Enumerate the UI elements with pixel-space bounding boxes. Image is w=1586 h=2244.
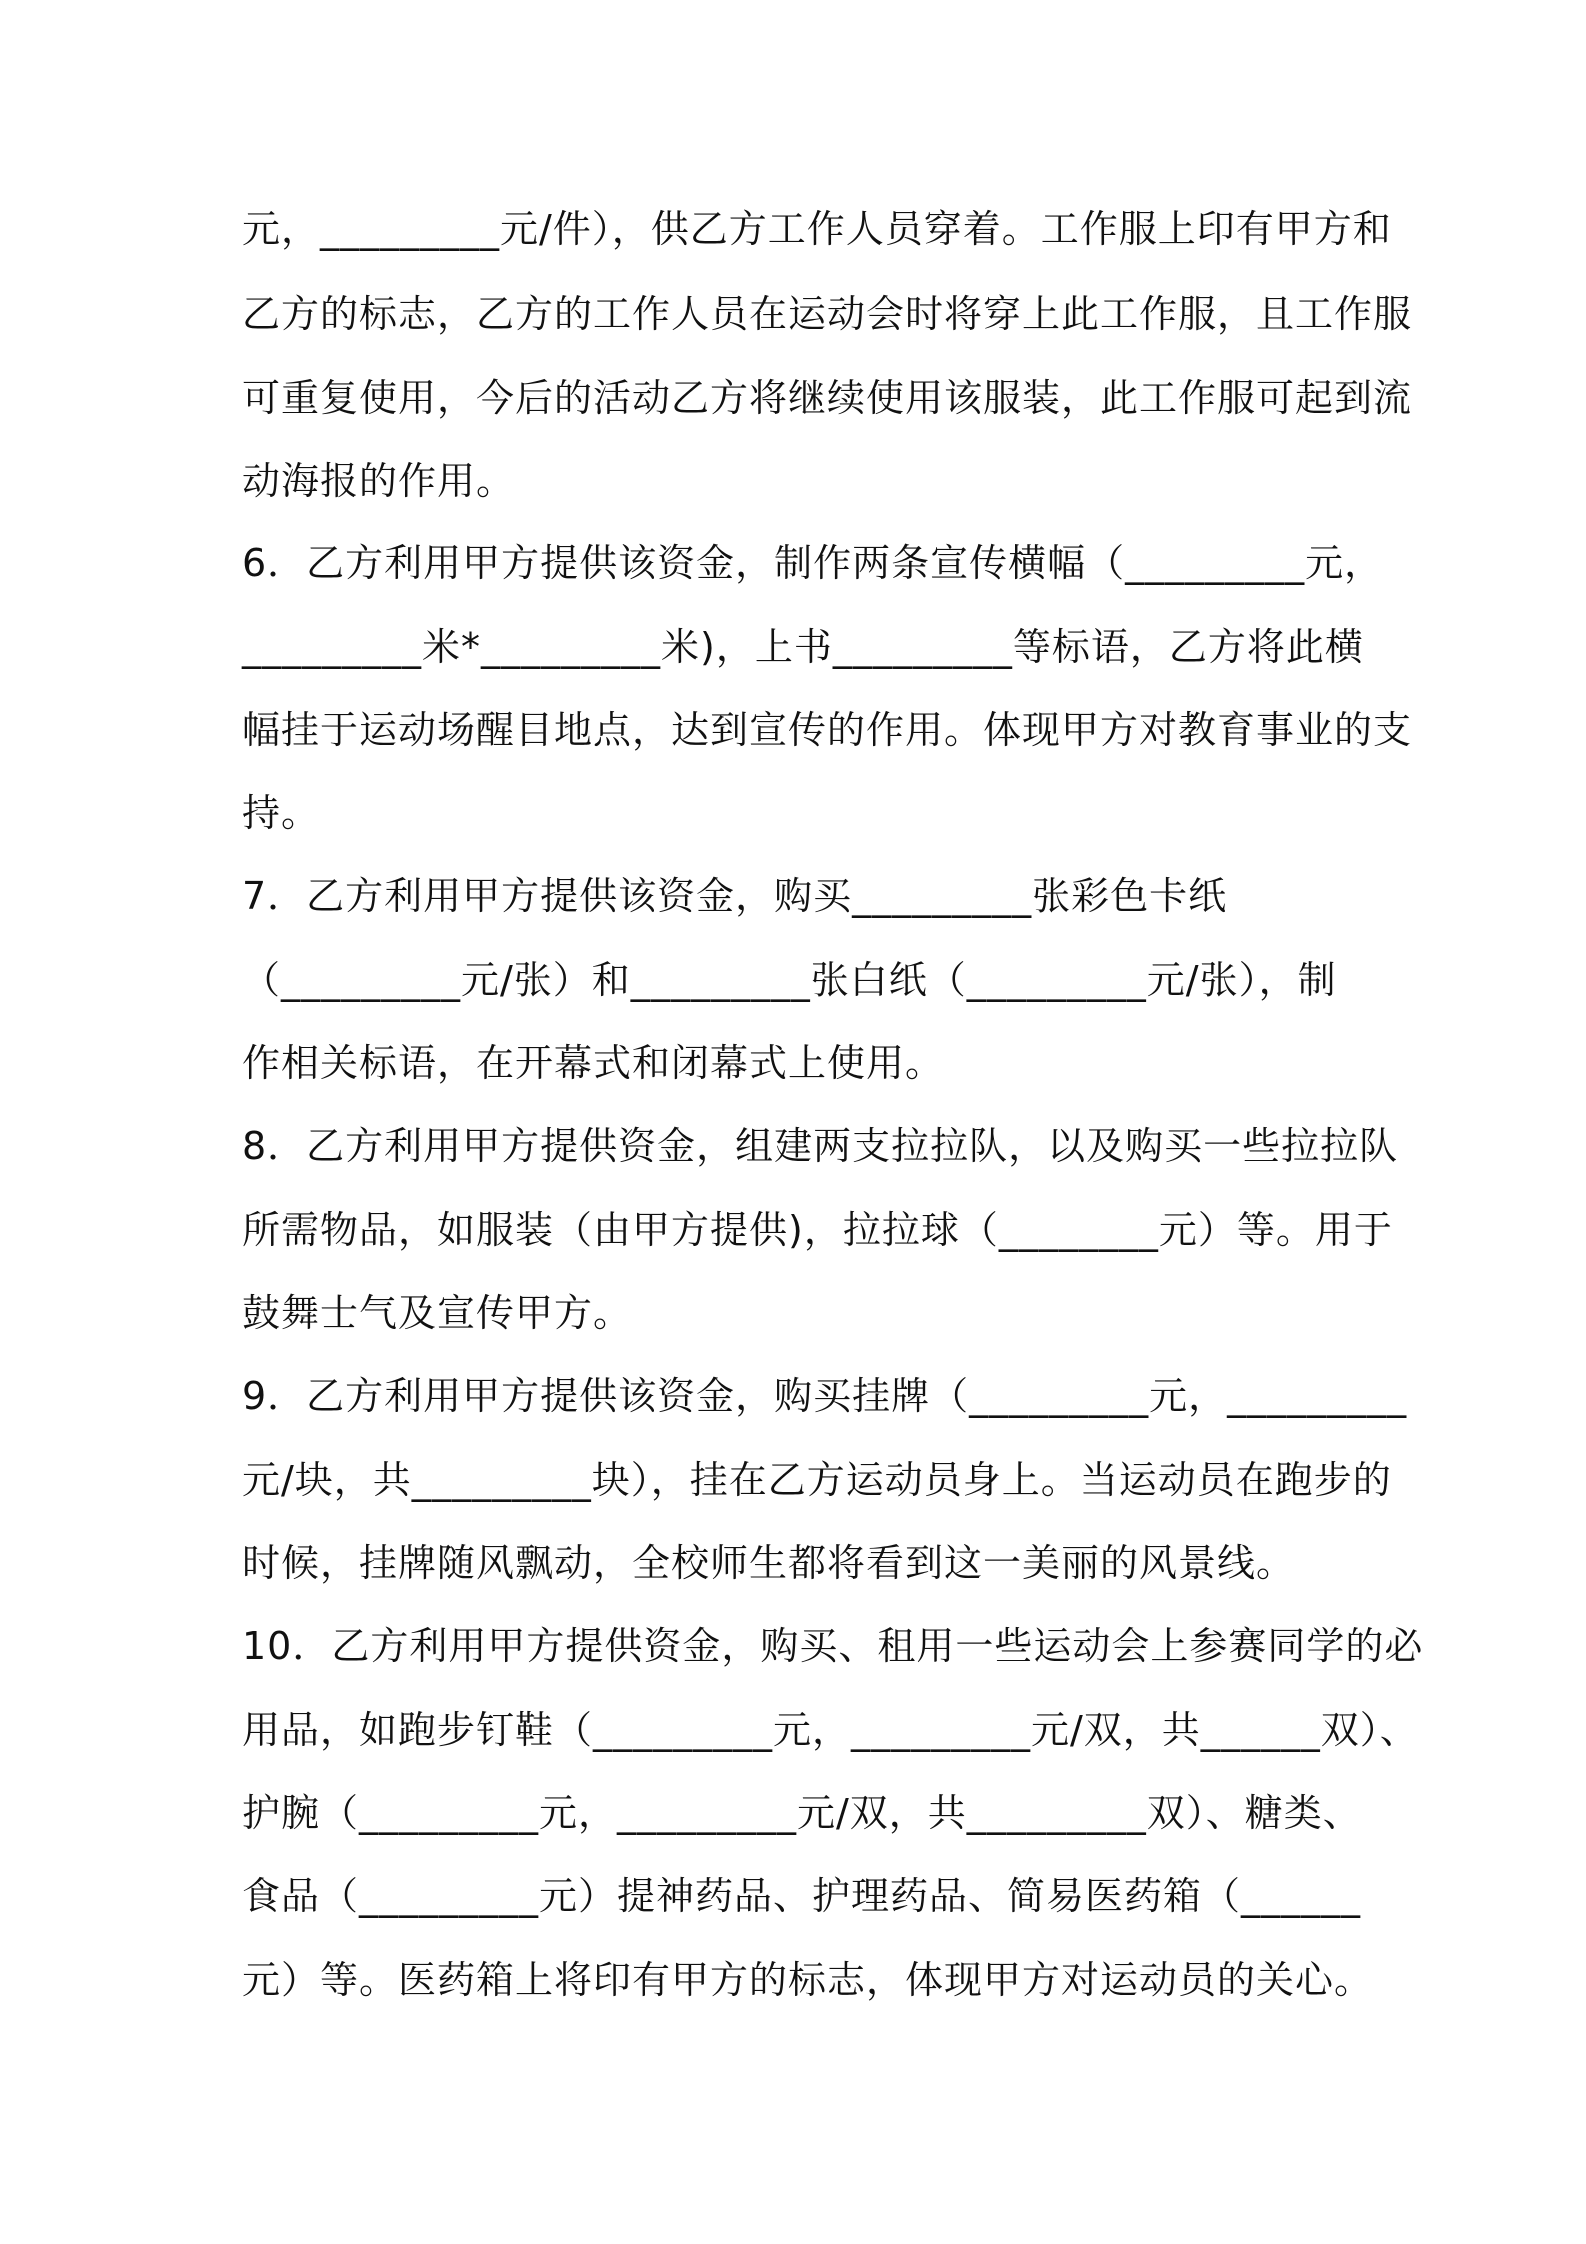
text-line: 乙方的标志，乙方的工作人员在运动会时将穿上此工作服，且工作服	[242, 292, 1413, 336]
text-line: 所需物品，如服装（由甲方提供)，拉拉球（________元）等。用于	[242, 1208, 1393, 1252]
text-line: 动海报的作用。	[242, 459, 516, 503]
text-line: 元）等。医药箱上将印有甲方的标志，体现甲方对运动员的关心。	[242, 1958, 1374, 2002]
text-line: 10．乙方利用甲方提供资金，购买、租用一些运动会上参赛同学的必	[242, 1624, 1424, 1668]
text-line: 用品，如跑步钉鞋（_________元，_________元/双，共______双）、	[242, 1708, 1419, 1752]
text-line: 鼓舞士气及宣传甲方。	[242, 1291, 633, 1335]
text-line: 6．乙方利用甲方提供该资金，制作两条宣传横幅（_________元，	[242, 541, 1384, 585]
text-line: 元/块，共_________块），挂在乙方运动员身上。当运动员在跑步的	[242, 1458, 1392, 1502]
text-line: 持。	[242, 791, 321, 835]
text-line: 7．乙方利用甲方提供该资金，购买_________张彩色卡纸	[242, 874, 1228, 918]
text-line: 可重复使用，今后的活动乙方将继续使用该服装，此工作服可起到流	[242, 376, 1413, 420]
text-line: 8．乙方利用甲方提供资金，组建两支拉拉队，以及购买一些拉拉队	[242, 1124, 1399, 1168]
text-line: 9．乙方利用甲方提供该资金，购买挂牌（_________元，_________	[242, 1374, 1408, 1418]
text-line: 时候，挂牌随风飘动，全校师生都将看到这一美丽的风景线。	[242, 1541, 1296, 1585]
text-line: 食品（_________元）提神药品、护理药品、简易医药箱（______	[242, 1874, 1362, 1918]
text-line: 元，_________元/件），供乙方工作人员穿着。工作服上印有甲方和	[242, 207, 1392, 251]
text-line: 护腕（_________元，_________元/双，共_________双）、糖类、	[242, 1791, 1362, 1835]
text-line: 幅挂于运动场醒目地点，达到宣传的作用。体现甲方对教育事业的支	[242, 708, 1413, 752]
text-line: 作相关标语，在开幕式和闭幕式上使用。	[242, 1041, 945, 1085]
text-line: _________米*_________米)，上书_________等标语，乙方将此横	[242, 625, 1364, 669]
text-line: （_________元/张）和_________张白纸（_________元/张），制	[242, 958, 1337, 1002]
